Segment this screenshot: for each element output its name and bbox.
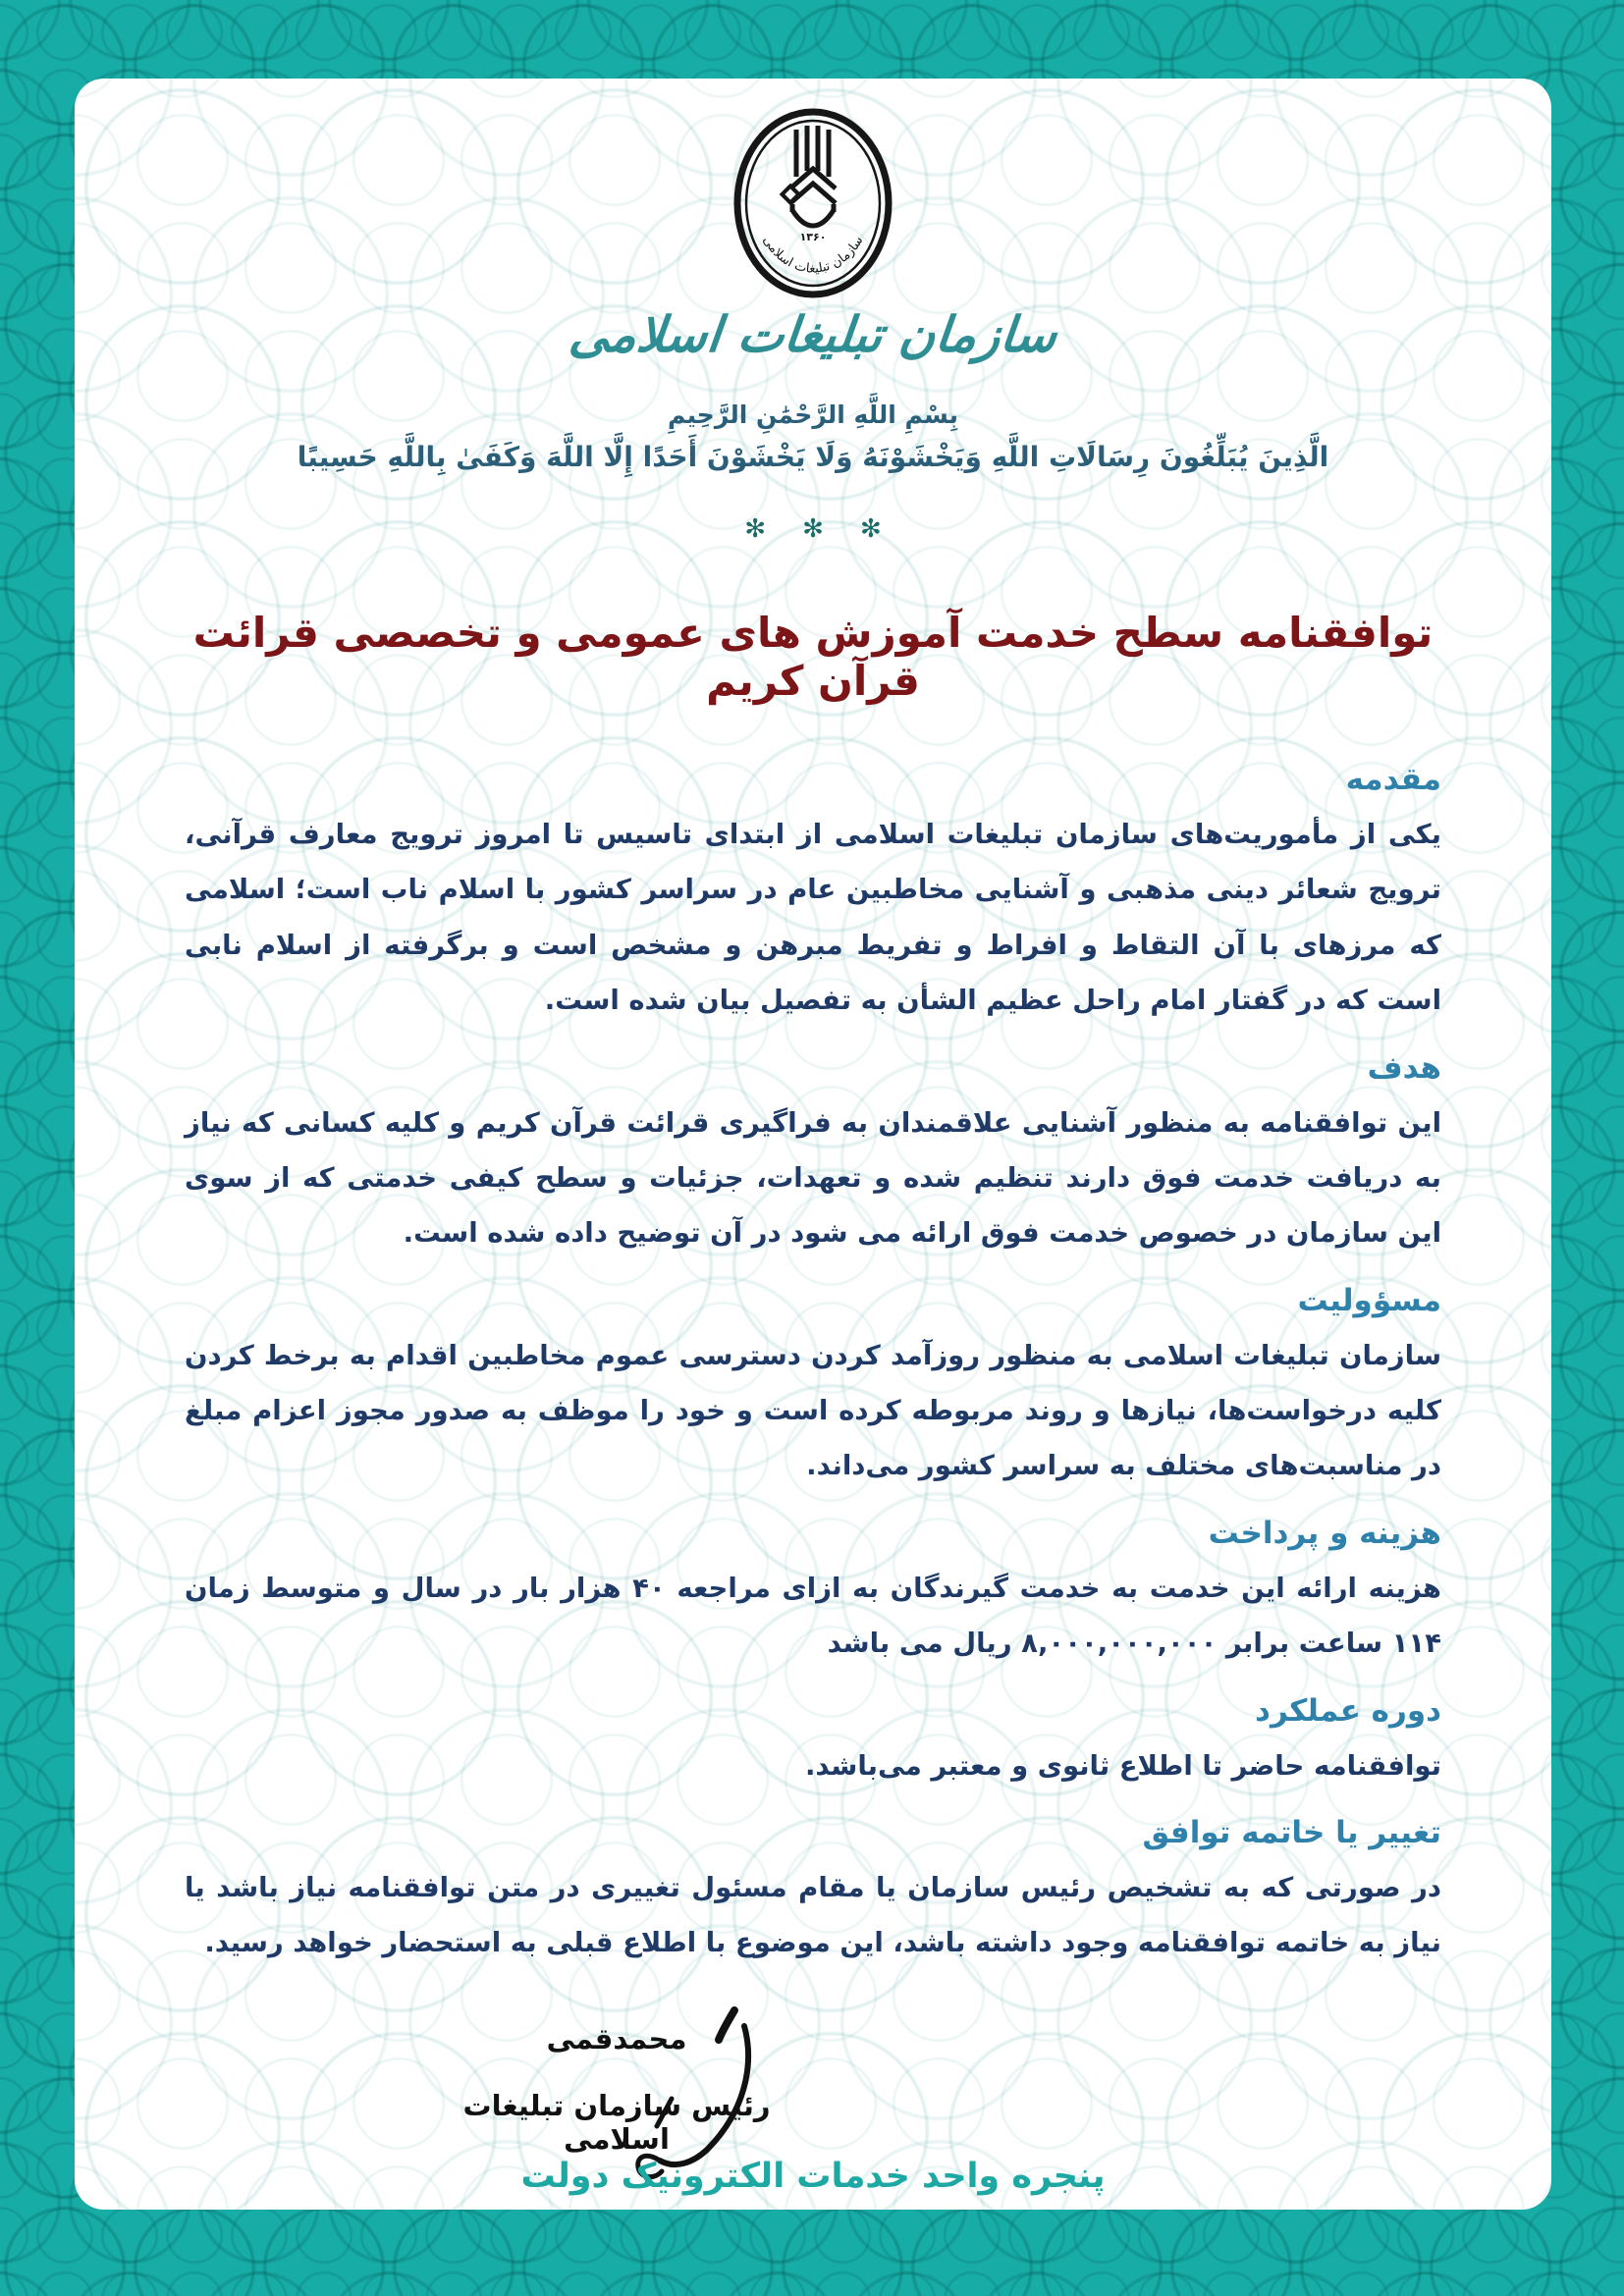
logo-organization-text: سازمان تبلیغات اسلامی bbox=[759, 234, 867, 277]
section-heading-dore-amalkard: دوره عملکرد bbox=[1255, 1692, 1441, 1729]
section-body-hadaf: این توافقنامه به منظور آشنایی علاقمندان به فراگیری قرائت قرآن کریم و کلیه کسانی که نیاز به دریافت خدمت فوق دارند تنظیم شده و تعهدات، جزئیات و سطح کیفی خدمتی که از سوی این سازمان در خصوص خدمت فوق ارائه می شود در آن توضیح داده شده است. bbox=[185, 1106, 1441, 1250]
logo-year: ۱۳۶۰ bbox=[799, 231, 827, 243]
bismillah-text: بِسْمِ اللَّهِ الرَّحْمَٰنِ الرَّحِيمِ bbox=[668, 400, 958, 429]
page-title: توافقنامه سطح خدمت آموزش های عمومی و تخصصی قرائت قرآن کریم bbox=[192, 609, 1434, 705]
logo-wrap bbox=[185, 106, 1441, 304]
brand-calligraphy: سازمان تبلیغات اسلامی bbox=[566, 306, 1060, 363]
footer-text: پنجره واحد خدمات الکترونیک دولت bbox=[520, 2157, 1106, 2196]
section-heading-taghir-khatemeh: تغییر یا خاتمه توافق bbox=[1142, 1814, 1441, 1850]
section-heading-moghaddameh: مقدمه bbox=[1345, 762, 1441, 797]
section-heading-hadaf: هدف bbox=[1367, 1049, 1441, 1086]
sections bbox=[185, 762, 1441, 1971]
document-content bbox=[75, 79, 1551, 2210]
section-body-hazineh-pardakht: هزینه ارائه این خدمت به خدمت گیرندگان به ازای مراجعه ۴۰ هزار بار در سال و متوسط زمان ۱۱۴ ساعت برابر ۸,۰۰۰,۰۰۰,۰۰۰ ریال می باشد bbox=[185, 1572, 1441, 1660]
section-heading-masouliat: مسؤولیت bbox=[1297, 1282, 1441, 1318]
document-sheet bbox=[75, 79, 1551, 2210]
organization-logo-icon bbox=[730, 106, 896, 300]
section-body-dore-amalkard: توافقنامه حاضر تا اطلاع ثانوی و معتبر می‌باشد. bbox=[804, 1749, 1441, 1782]
section-body-masouliat: سازمان تبلیغات اسلامی به منظور روزآمد کردن دسترسی عموم مخاطبین اقدام به برخط کردن کلیه درخواست‌ها، نیازها و روند مربوطه کرده است و خود را موظف به صدور مجوز اعزام مبلغ در مناسبت‌های مختلف به سراسر کشور می‌داند. bbox=[185, 1339, 1441, 1482]
signatory-name: محمدقمی bbox=[546, 2021, 687, 2056]
section-heading-hazineh-pardakht: هزینه و پرداخت bbox=[1208, 1515, 1441, 1551]
stylized-allah-calligraphy bbox=[783, 126, 836, 226]
section-body-taghir-khatemeh: در صورتی که به تشخیص رئیس سازمان یا مقام مسئول تغییری در متن توافقنامه نیاز باشد یا نیاز به خاتمه توافقنامه وجود داشته باشد، این موضوع با اطلاع قبلی به استحضار خواهد رسید. bbox=[185, 1871, 1441, 1959]
signatory-role: رئیس سازمان تبلیغات اسلامی bbox=[462, 2088, 771, 2156]
quran-verse-text: الَّذِينَ يُبَلِّغُونَ رِسَالَاتِ اللَّهِ وَيَخْشَوْنَهُ وَلَا يَخْشَوْنَ أَحَدًا إِلَّا اللَّهَ وَكَفَىٰ بِاللَّهِ حَسِيبًا bbox=[297, 441, 1329, 473]
section-body-moghaddameh: یکی از مأموریت‌های سازمان تبلیغات اسلامی از ابتدای تاسیس تا امروز ترویج معارف قرآنی، ترویج شعائر دینی مذهبی و آشنایی مخاطبین عام در سراسر کشور با اسلام ناب است؛ اسلامی که مرزهای با آن التقاط و افراط و تفریط مبرهن و مشخص است و برگرفته از اسلام نابی است که در گفتار امام راحل عظیم الشأن به تفصیل بیان شده است. bbox=[185, 819, 1441, 1017]
signature-block bbox=[410, 2022, 823, 2156]
ornament-asterisks: ✻ ✻ ✻ bbox=[744, 514, 882, 544]
